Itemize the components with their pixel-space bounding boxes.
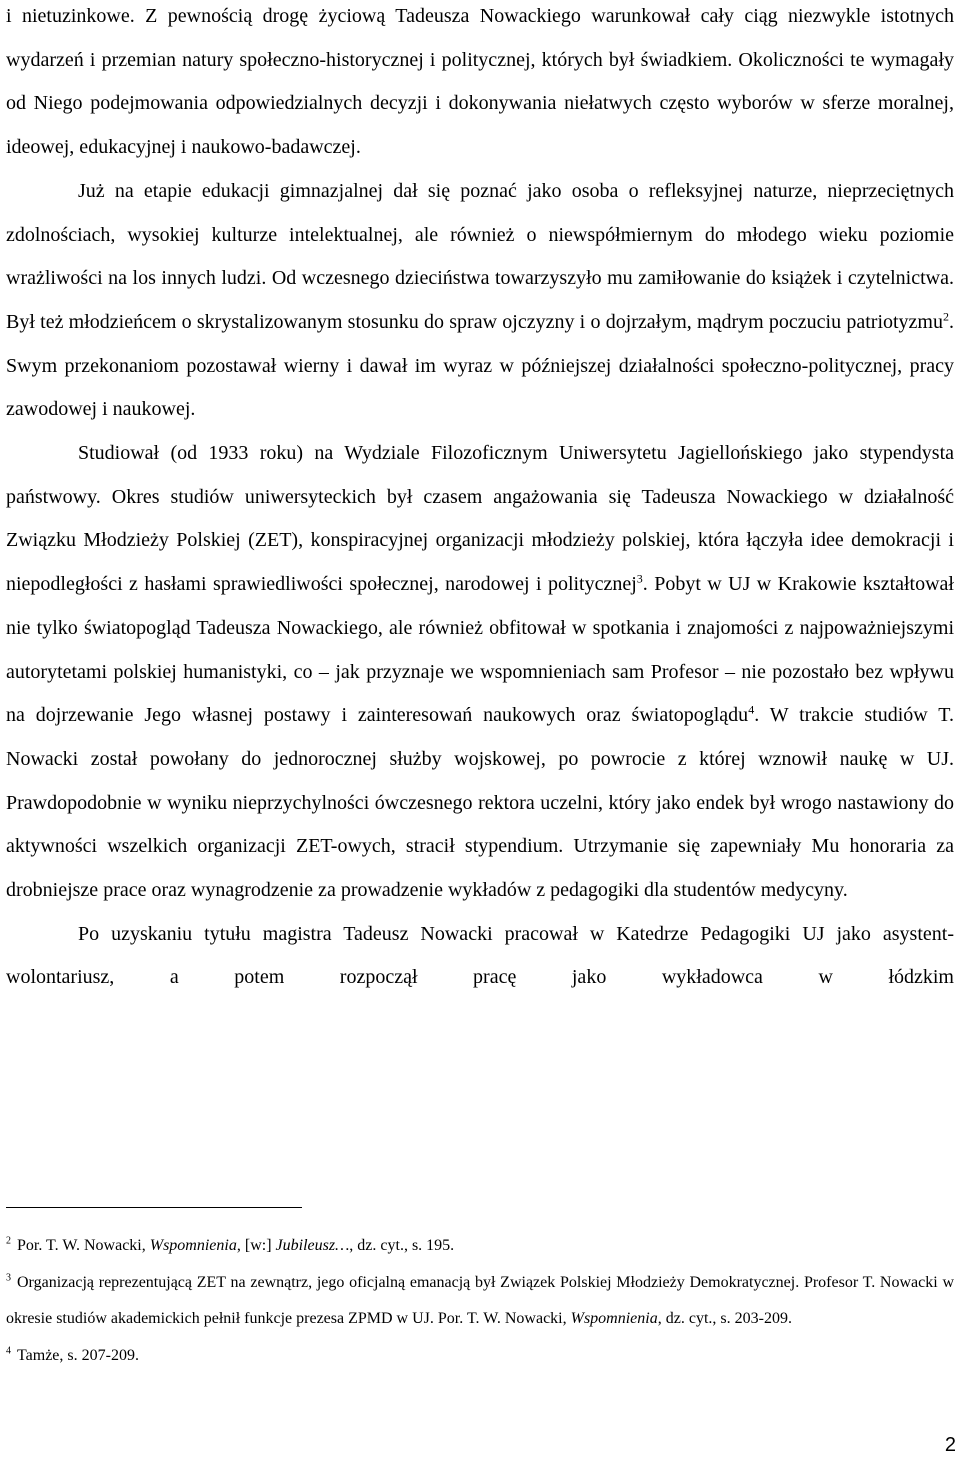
paragraph-2 [6, 170, 954, 432]
footnote-4-number: 4 [6, 1345, 11, 1357]
footnotes [6, 1228, 954, 1374]
footnote-2-pre: Por. T. W. Nowacki, [17, 1237, 150, 1254]
footnote-2-mid: , [w:] [236, 1237, 276, 1254]
paragraph-2-text-a: Już na etapie edukacji gimnazjalnej dał się poznać jako osoba o refleksyjnej naturze, nieprzeciętnych zdolnościach, wysokiej kulturze intelektualnej, ale również o niewspółmiernym do młodego wieku poziomie wrażliwości na los innych ludzi. Od wczesnego dzieciństwa towarzyszyło mu zamiłowanie do książek i czytelnictwa. Był też młodzieńcem o skrystalizowanym stosunku do spraw ojczyzny i o dojrzałym, mądrym poczuciu patriotyzmu [6, 179, 954, 333]
paragraph-3-text-c: . W trakcie studiów T. Nowacki został powołany do jednorocznej służby wojskowej, po powrocie z której wznowił naukę w UJ. Prawdopodobnie w wyniku nieprzychylności ówczesnego rektora uczelni, który jako endek był wrogo nastawiony do aktywności wszelkich organizacji ZET-owych, stracił stypendium. Utrzymanie się zapewniały Mu honoraria za drobniejsze prace oraz wynagrodzenie za prowadzenie wykładów z pedagogiki dla studentów medycyny. [6, 704, 954, 902]
paragraph-1-text: i nietuzinkowe. Z pewnością drogę życiową Tadeusza Nowackiego warunkował cały ciąg niezwykle istotnych wydarzeń i przemian natury społeczno-historycznej i politycznej, których był świadkiem. Okoliczności te wymagały od Niego podejmowania odpowiedzialnych decyzji i dokonywania niełatwych często wyborów w sferze moralnej, ideowej, edukacyjnej i naukowo-badawczej. [6, 5, 954, 159]
footnote-2-title-1: Wspomnienia [149, 1237, 237, 1254]
footnote-2-title-2: Jubileusz… [275, 1237, 350, 1254]
footnote-2-number: 2 [6, 1235, 11, 1247]
footnote-3-number: 3 [6, 1272, 11, 1284]
footnote-3-post: , dz. cyt., s. 203-209. [657, 1310, 792, 1327]
paragraph-3-text-a: Studiował (od 1933 roku) na Wydziale Filozoficznym Uniwersytetu Jagiellońskiego jako stypendysta państwowy. Okres studiów uniwersyteckich był czasem angażowania się Tadeusza Nowackiego w działalność Związku Młodzieży Polskiej (ZET), konspiracyjnej organizacji młodzieży polskiej, która łączyła idee demokracji i niepodległości z hasłami sprawiedliwości społecznej, narodowej i politycznej [6, 442, 954, 596]
footnote-ref-2[interactable]: 2 [943, 309, 949, 324]
paragraph-4-text: Po uzyskaniu tytułu magistra Tadeusz Nowacki pracował w Katedrze Pedagogiki UJ jako asystent-wolontariusz, a potem rozpoczął pracę jako wykładowca w łódzkim [6, 922, 954, 989]
paragraph-2-text-b: . Swym przekonaniom pozostawał wierny i dawał im wyraz w późniejszej działalności społeczno-politycznej, pracy zawodowej i naukowej. [6, 310, 954, 421]
footnote-3 [6, 1265, 954, 1338]
footnote-ref-4[interactable]: 4 [748, 702, 755, 717]
page-number: 2 [944, 1434, 956, 1456]
paragraph-3-text-b: . Pobyt w UJ w Krakowie kształtował nie tylko światopogląd Tadeusza Nowackiego, ale również obfitował w spotkania i znajomości z najpoważniejszymi autorytetami polskiej humanistyki, co – jak przyznaje we wspomnieniach sam Profesor – nie pozostało bez wpływu na dojrzewanie Jego własnej postawy i zainteresowań naukowych oraz światopoglądu [6, 573, 954, 727]
paragraph-3 [6, 432, 954, 913]
footnote-2-post: , dz. cyt., s. 195. [349, 1237, 455, 1254]
footnote-3-title-1: Wspomnienia [570, 1310, 658, 1327]
footnote-4-text: Tamże, s. 207-209. [17, 1346, 139, 1364]
footnote-4 [6, 1338, 954, 1375]
paragraph-4 [6, 913, 954, 1000]
footnote-3-pre: Organizacją reprezentującą ZET na zewnątrz, jego oficjalną emanacją był Związek Polskiej Młodzieży Demokratycznej. Profesor T. Nowacki w okresie studiów akademickich pełnił funkcje prezesa ZPMD w UJ. Por. T. W. Nowacki, [6, 1273, 954, 1327]
paragraph-1 [6, 0, 954, 170]
footnote-2 [6, 1228, 954, 1265]
footnote-separator [6, 1207, 302, 1208]
page-body [6, 0, 954, 1000]
footnote-ref-3[interactable]: 3 [636, 571, 643, 586]
